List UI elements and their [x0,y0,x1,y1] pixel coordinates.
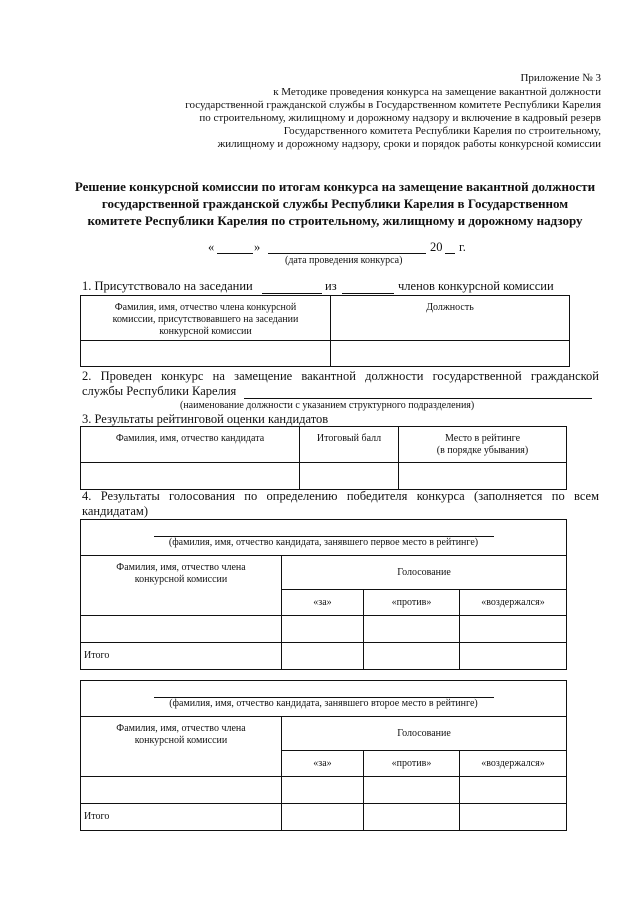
section3-heading: 3. Результаты рейтинговой оценки кандидатов [82,412,329,426]
title-line: комитете Республики Карелия по строительному, жилищному и дорожному надзору [87,213,583,228]
section1-members-text: членов конкурсной комиссии [398,279,554,293]
table-cell [460,643,567,670]
table-cell [282,777,364,804]
candidate-caption: (фамилия, имя, отчество кандидата, занявшего второе место в рейтинге) [169,698,478,709]
date-quote-close: » [254,240,261,254]
col-total-score: Итоговый балл [300,427,399,463]
col-rank: Место в рейтинге (в порядке убывания) [399,427,567,463]
date-day-blank [217,253,253,254]
candidate-name-blank [154,687,494,698]
candidate-caption: (фамилия, имя, отчество кандидата, занявшего первое место в рейтинге) [168,537,479,548]
appendix-line: к Методике проведения конкурса на замещение вакантной должности [273,86,601,98]
date-caption: (дата проведения конкурса) [285,255,403,266]
col-member: Фамилия, имя, отчество члена конкурсной комиссии [81,717,282,777]
col-position: Должность [331,296,570,341]
date-quote-open: « [208,240,215,254]
table-row [81,777,567,804]
table-cell [81,463,300,490]
table-cell [399,463,567,490]
table-cell [364,804,460,831]
appendix-line: государственной гражданской службы в Государственном комитете Республики Карелия [185,99,601,111]
candidate-name-blank [154,526,494,537]
present-count-blank [262,293,322,294]
section2-line1: 2. Проведен конкурс на замещение вакантной должности государственной гражданской [82,369,599,383]
table-cell [81,341,331,367]
total-label: Итого [81,804,282,831]
vote-against: «против» [364,590,460,616]
rating-table [80,426,567,490]
section4-line2: кандидатам) [82,504,148,518]
col-member-name: Фамилия, имя, отчество члена конкурсной комиссии, присутствовавшего на заседании конкурсной комиссии [81,296,331,341]
table-cell [460,616,567,643]
appendix-line: жилищному и дорожному надзору, сроки и порядок работы конкурсной комиссии [217,138,601,150]
vote-abstain: «воздержался» [460,590,567,616]
position-name-blank [244,398,592,399]
col-member: Фамилия, имя, отчество члена конкурсной комиссии [81,556,282,616]
vote-abstain: «воздержался» [460,751,567,777]
vote-for: «за» [282,590,364,616]
table-cell [364,616,460,643]
vote-for: «за» [282,751,364,777]
col-voting: Голосование [282,717,567,751]
vote-against: «против» [364,751,460,777]
table-cell [364,777,460,804]
table-cell [460,804,567,831]
voting-table-second [80,680,567,831]
appendix-line: по строительному, жилищному и дорожному надзору и включение в кадровый резерв [199,112,601,124]
table-cell [282,616,364,643]
total-label: Итого [81,643,282,670]
date-year-prefix: 20 [430,240,443,254]
col-candidate-name: Фамилия, имя, отчество кандидата [81,427,300,463]
title-line: Решение конкурсной комиссии по итогам конкурса на замещение вакантной должности [74,179,596,194]
col-voting: Голосование [282,556,567,590]
section1-heading: 1. Присутствовало на заседании [82,279,253,293]
date-month-blank [268,253,426,254]
table-row-total [81,804,567,831]
table-row-total [81,643,567,670]
document-title [70,178,600,229]
candidate-caption-cell [81,520,567,556]
table-cell [81,777,282,804]
table-cell [282,804,364,831]
table-row [81,463,567,490]
date-year-suffix: г. [459,240,466,254]
date-year-blank [445,253,455,254]
section4-line1: 4. Результаты голосования по определению победителя конкурса (заполняется по всем [82,489,599,503]
table-cell [331,341,570,367]
section1-from: из [325,279,337,293]
table-row [81,341,570,367]
table-cell [364,643,460,670]
title-line: государственной гражданской службы Республики Карелия в Государственном [101,196,569,211]
section2-caption: (наименование должности с указанием структурного подразделения) [180,400,475,411]
table-cell [81,616,282,643]
voting-table-first [80,519,567,670]
table-row [81,616,567,643]
total-count-blank [342,293,394,294]
appendix-line: Государственного комитета Республики Карелия по строительному, [283,125,601,137]
table-cell [300,463,399,490]
section2-line2: службы Республики Карелия [82,384,237,398]
candidate-caption-cell [81,681,567,717]
table-cell [282,643,364,670]
appendix-number: Приложение № 3 [520,72,601,84]
table-cell [460,777,567,804]
attendance-table [80,295,570,367]
